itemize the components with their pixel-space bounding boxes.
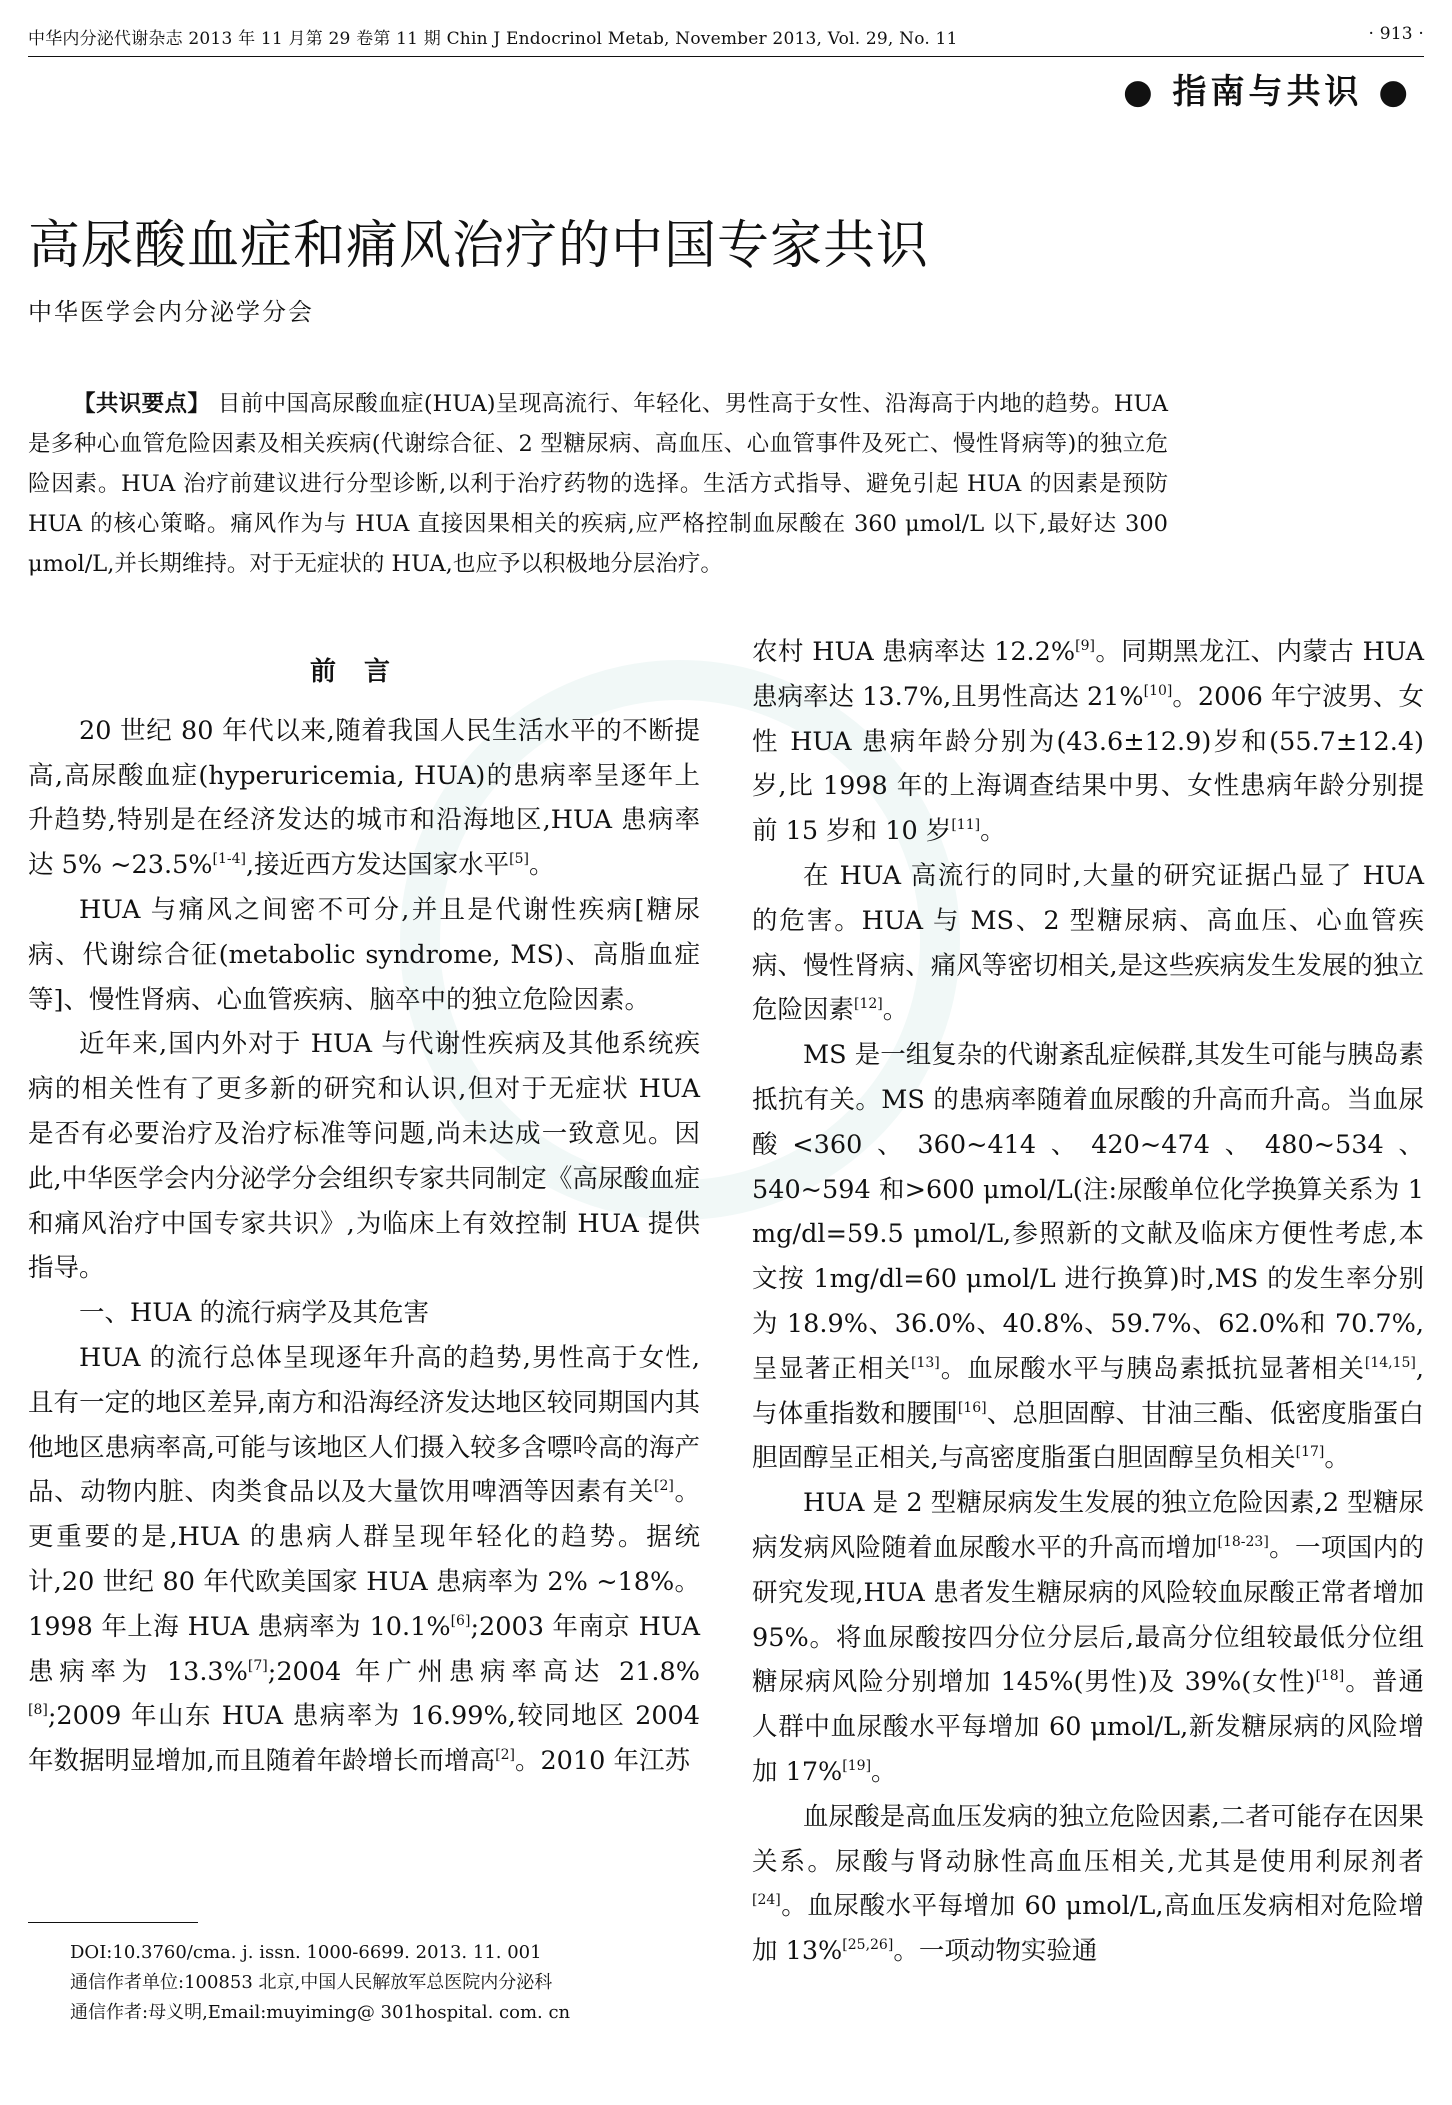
citation: [12] bbox=[854, 996, 883, 1013]
citation: [10] bbox=[1143, 682, 1173, 699]
text-run: 。2006 年宁波男、女性 HUA 患病年龄分别为(43.6±12.9)岁和(55.7±12.4)岁,比 1998 年的上海调查结果中男、女性患病年龄分别提前 15 岁和 10 岁 bbox=[752, 681, 1424, 847]
section-heading: 前言 bbox=[309, 657, 418, 687]
text-run: 。一项动物实验通 bbox=[893, 1936, 1098, 1967]
citation: [25,26] bbox=[842, 1937, 894, 1954]
citation: [18] bbox=[1315, 1668, 1345, 1685]
citation: [16] bbox=[957, 1399, 987, 1416]
footnote-rule bbox=[28, 1922, 198, 1923]
text-run: 。更重要的是,HUA 的患病人群呈现年轻化的趋势。据统计,20 世纪 80 年代欧美国家 HUA 患病率为 2% ~18%。1998 年上海 HUA 患病率为 10.1% bbox=[28, 1477, 700, 1642]
text-run: ;2004 年广州患病率高达 21.8% bbox=[267, 1656, 700, 1687]
left-column bbox=[28, 650, 700, 1784]
header-rule bbox=[28, 56, 1424, 57]
text-run: 、总胆固醇、甘油三酯、低密度脂蛋白胆固醇呈正相关,与高密度脂蛋白胆固醇呈负相关 bbox=[752, 1398, 1424, 1474]
citation: [7] bbox=[247, 1657, 268, 1674]
article-authors: 中华医学会内分泌学分会 bbox=[28, 298, 314, 326]
citation: [24] bbox=[752, 1892, 781, 1909]
citation: [2] bbox=[495, 1747, 515, 1764]
text-run: ;2003 年南京 HUA 患病率为 13.3% bbox=[28, 1611, 700, 1687]
text-run: ;2009 年山东 HUA 患病率为 16.99%,较同地区 2004 年数据明显增加,而且随着年龄增长而增高 bbox=[28, 1701, 700, 1777]
abstract bbox=[28, 384, 1168, 584]
paragraph bbox=[752, 854, 1424, 1033]
paragraph bbox=[28, 1336, 700, 1784]
section-tag: ● 指南与共识 ● bbox=[1122, 72, 1412, 112]
paragraph bbox=[752, 1795, 1424, 1974]
paragraph bbox=[752, 1033, 1424, 1481]
citation: [19] bbox=[842, 1757, 872, 1774]
citation: [1-4] bbox=[212, 851, 247, 868]
text-run: HUA 的流行总体呈现逐年升高的趋势,男性高于女性,且有一定的地区差异,南方和沿海经济发达地区较同期国内其他地区患病率高,可能与该地区人们摄入较多含嘌呤高的海产品、动物内脏、肉类食品以及大量饮用啤酒等因素有关 bbox=[28, 1342, 700, 1508]
running-header bbox=[28, 24, 1424, 49]
abstract-label: 【共识要点】 bbox=[73, 391, 211, 417]
doi: DOI:10.3760/cma. j. issn. 1000-6699. 2013. 11. 001 bbox=[70, 1942, 542, 1963]
text-run: 。普通人群中血尿酸水平每增加 60 μmol/L,新发糖尿病的风险增加 17% bbox=[752, 1667, 1424, 1787]
text-run: 农村 HUA 患病率达 12.2% bbox=[752, 637, 1076, 667]
citation: [13] bbox=[911, 1354, 940, 1371]
page-number: · 913 · bbox=[1368, 24, 1424, 44]
subsection-heading: 一、HUA 的流行病学及其危害 bbox=[79, 1298, 429, 1329]
citation: [14,15] bbox=[1364, 1354, 1416, 1371]
text-run: 。血尿酸水平与胰岛素抵抗显著相关 bbox=[939, 1353, 1365, 1384]
text-run: 。 bbox=[871, 1756, 897, 1787]
text-run: 。 bbox=[882, 995, 909, 1026]
paragraph bbox=[752, 1481, 1424, 1795]
right-column bbox=[752, 630, 1424, 1974]
citation: [5] bbox=[509, 851, 529, 868]
citation: [8] bbox=[28, 1702, 48, 1719]
abstract-text: 目前中国高尿酸血症(HUA)呈现高流行、年轻化、男性高于女性、沿海高于内地的趋势。HUA 是多种心血管危险因素及相关疾病(代谢综合征、2 型糖尿病、高血压、心血管事件及死亡、慢性肾病等)的独立危险因素。HUA 治疗前建议进行分型诊断,以利于治疗药物的选择。生活方式指导、避免引起 HUA 的因素是预防 HUA 的核心策略。痛风作为与 HUA 直接因果相关的疾病,应严格控制血尿酸在 360 μmol/L 以下,最好达 300 μmol/L,并长期维持。对于无症状的 HUA,也应予以积极地分层治疗。 bbox=[28, 391, 1168, 577]
text-run: 。血尿酸水平每增加 60 μmol/L,高血压发病相对危险增加 13% bbox=[752, 1891, 1424, 1967]
text-run: ,与体重指数和腰围 bbox=[752, 1353, 1424, 1429]
text-run: HUA 是 2 型糖尿病发生发展的独立危险因素,2 型糖尿病发病风险随着血尿酸水平的升高而增加 bbox=[752, 1488, 1424, 1563]
text-run: 。 bbox=[1324, 1443, 1350, 1474]
citation: [18-23] bbox=[1217, 1533, 1269, 1550]
corresponding-unit: 通信作者单位:100853 北京,中国人民解放军总医院内分泌科 bbox=[70, 1972, 553, 1993]
text-run: 血尿酸是高血压发病的独立危险因素,二者可能存在因果关系。尿酸与肾动脉性高血压相关,尤其是使用利尿剂者 bbox=[752, 1801, 1424, 1877]
text-run: MS 是一组复杂的代谢紊乱症候群,其发生可能与胰岛素抵抗有关。MS 的患病率随着血尿酸的升高而升高。当血尿酸<360、360~414、420~474、480~534、540~594 和>600 μmol/L(注:尿酸单位化学换算关系为 1 mg/dl=59.5 μmol/L,参照新的文献及临床方便性考虑,本文按 1mg/dl=60 μmol/L 进行换算)时,MS 的发生率分别为 18.9%、36.0%、40.8%、59.7%、62.0%和 70.7%,呈显著正相关 bbox=[752, 1040, 1424, 1384]
citation: [6] bbox=[450, 1612, 471, 1629]
citation: [9] bbox=[1075, 638, 1095, 654]
text-run: 。同期黑龙江、内蒙古 HUA 患病率达 13.7%,且男性高达 21% bbox=[752, 637, 1425, 712]
paragraph: HUA 与痛风之间密不可分,并且是代谢性疾病[糖尿病、代谢综合征(metabolic syndrome, MS)、高脂血症等]、慢性肾病、心血管疾病、脑卒中的独立危险因素。 bbox=[28, 894, 700, 1015]
text-run: 在 HUA 高流行的同时,大量的研究证据凸显了 HUA 的危害。HUA 与 MS、2 型糖尿病、高血压、心血管疾病、慢性肾病、痛风等密切相关,是这些疾病发生发展的独立危险因素 bbox=[752, 860, 1424, 1026]
citation: [11] bbox=[951, 817, 981, 834]
journal-citation: 中华内分泌代谢杂志 2013 年 11 月第 29 卷第 11 期 Chin J Endocrinol Metab, November 2013, Vol. 29, No. 11 bbox=[28, 29, 958, 49]
text-run: 。 bbox=[528, 850, 555, 881]
citation: [17] bbox=[1295, 1444, 1325, 1461]
text-run: ,接近西方发达国家水平 bbox=[246, 850, 510, 881]
paragraph bbox=[752, 630, 1424, 854]
text-run: 。 bbox=[980, 816, 1006, 847]
corresponding-author: 通信作者:母义明,Email:muyiming@ 301hospital. com. cn bbox=[70, 2002, 571, 2023]
article-title: 高尿酸血症和痛风治疗的中国专家共识 bbox=[28, 215, 930, 276]
footnotes bbox=[70, 1938, 570, 2028]
text-run: 。一项国内的研究发现,HUA 患者发生糖尿病的风险较血尿酸正常者增加 95%。将血尿酸按四分位分层后,最高分位组较最低分位组糖尿病风险分别增加 145%(男性)及 39%(女性) bbox=[752, 1532, 1424, 1698]
text-run: 。2010 年江苏 bbox=[514, 1746, 690, 1777]
citation: [2] bbox=[654, 1478, 674, 1495]
text-run: 20 世纪 80 年代以来,随着我国人民生活水平的不断提高,高尿酸血症(hyperuricemia, HUA)的患病率呈逐年上升趋势,特别是在经济发达的城市和沿海地区,HUA 患病率达 5% ~23.5% bbox=[28, 715, 700, 881]
paragraph: 近年来,国内外对于 HUA 与代谢性疾病及其他系统疾病的相关性有了更多新的研究和认识,但对于无症状 HUA 是否有必要治疗及治疗标准等问题,尚未达成一致意见。因此,中华医学会内分泌学分会组织专家共同制定《高尿酸血症和痛风治疗中国专家共识》,为临床上有效控制 HUA 提供指导。 bbox=[28, 1029, 700, 1284]
paragraph bbox=[28, 709, 700, 888]
